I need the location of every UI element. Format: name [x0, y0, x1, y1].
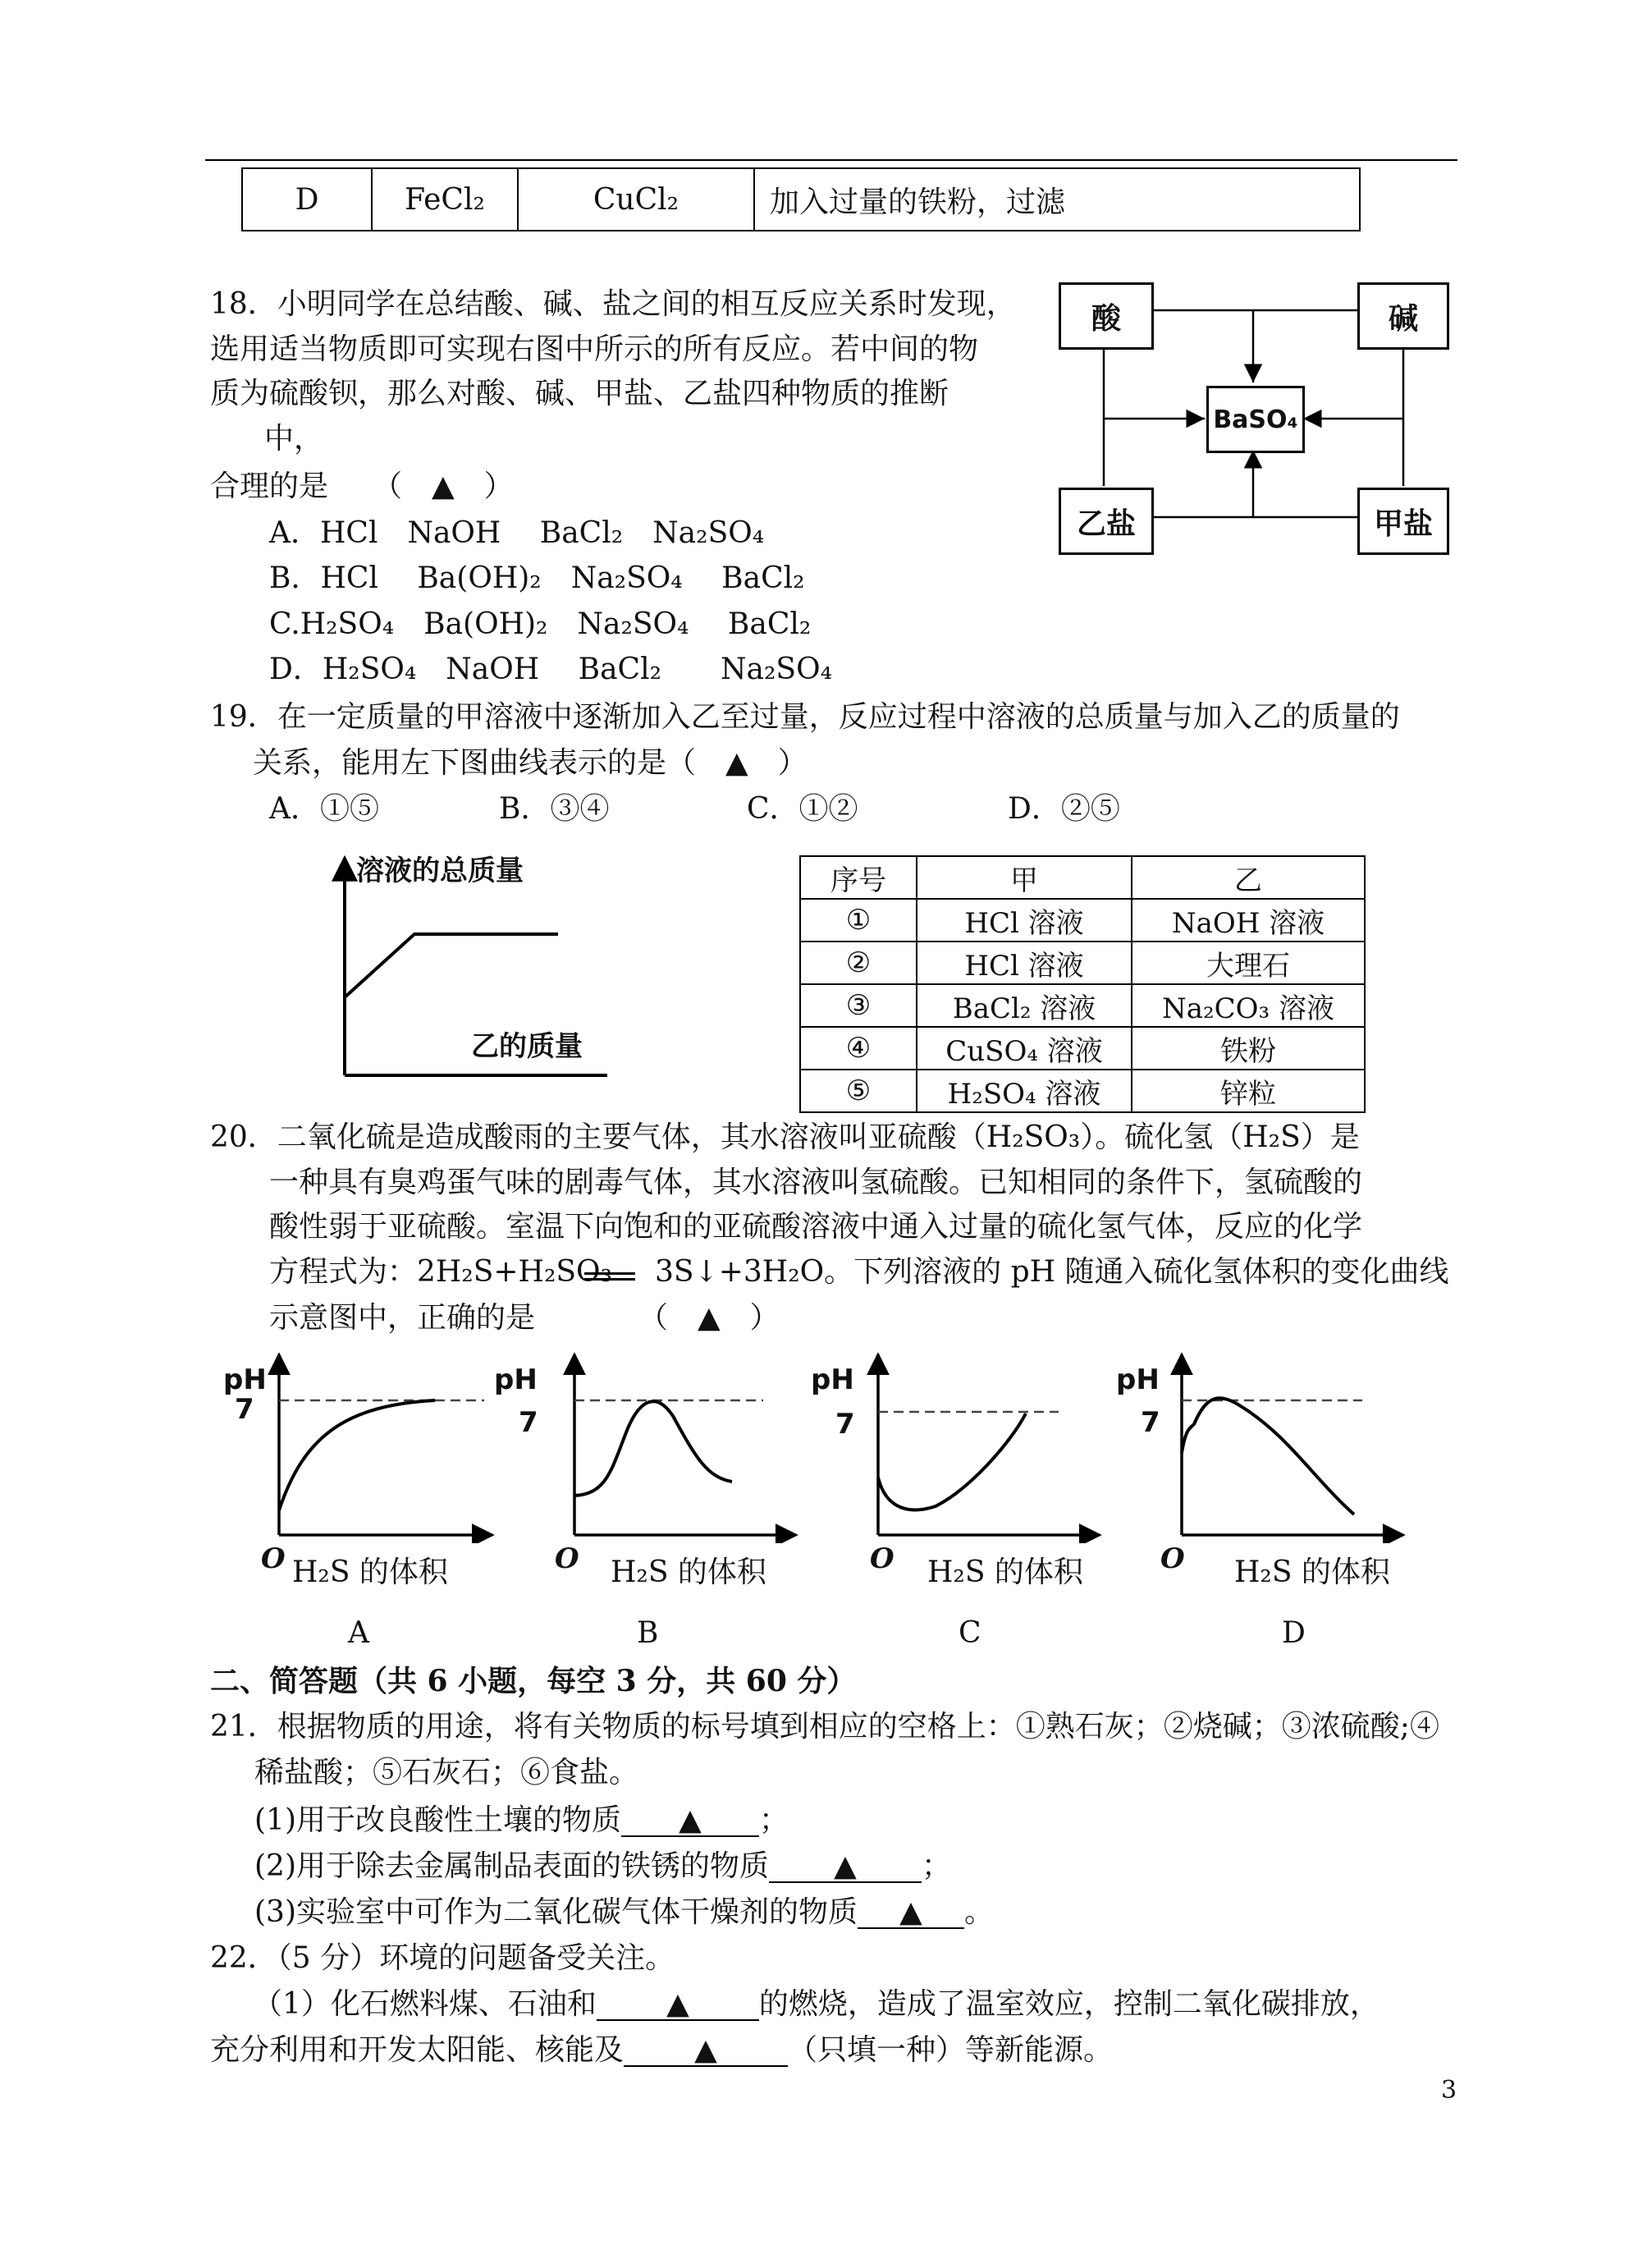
table-row — [800, 942, 1365, 984]
q20-line5: 示意图中，正确的是 （ ▲ ） — [269, 1301, 780, 1335]
graph-a-xlabel: H₂S 的体积 — [292, 1556, 448, 1589]
cell-impurity: CuCl₂ — [518, 168, 754, 231]
q20-line4-left: 方程式为：2H₂S+H₂SO₃ — [269, 1255, 612, 1289]
graph-b-seven: 7 — [519, 1406, 538, 1439]
graph-c-origin: O — [870, 1542, 894, 1575]
table-header: 甲 — [917, 856, 1132, 899]
graph-c-ph-label: pH — [811, 1363, 854, 1396]
q22-line2 — [253, 1987, 1379, 2021]
q18-option-c: C.H₂SO₄ Ba(OH)₂ Na₂SO₄ BaCl₂ — [269, 607, 812, 641]
diagram-center-box: BaSO₄ — [1206, 386, 1305, 453]
q22-line1: 22．（5 分）环境的问题备受关注。 — [210, 1941, 675, 1975]
blank-mark: ▲ — [834, 1849, 857, 1883]
q21-line1: 21．根据物质的用途，将有关物质的标号填到相应的空格上：①熟石灰；②烧碱；③浓硫酸;④ — [210, 1710, 1439, 1743]
ph-graph-d — [1165, 1346, 1412, 1543]
graph-a-seven: 7 — [235, 1393, 254, 1426]
table-cell: ⑤ — [800, 1070, 917, 1112]
blank-mark: ▲ — [694, 2033, 717, 2067]
q19-line1: 19．在一定质量的甲溶液中逐渐加入乙至过量，反应过程中溶液的总质量与加入乙的质量的 — [210, 700, 1400, 734]
q18-option-d: D．H₂SO₄ NaOH BaCl₂ Na₂SO₄ — [269, 653, 833, 686]
ph-graph-a — [254, 1346, 501, 1543]
q22-line2-end: 的燃烧，造成了温室效应，控制二氧化碳排放， — [758, 1987, 1379, 2021]
table-row — [800, 984, 1365, 1027]
q21-sub1-text: (1)用于改良酸性土壤的物质 — [254, 1803, 621, 1837]
q22-line3 — [210, 2033, 1114, 2067]
blank-mark: ▲ — [666, 1987, 689, 2021]
q21-sub3-text: (3)实验室中可作为二氧化碳气体干燥剂的物质 — [254, 1895, 858, 1929]
cell-option: D — [242, 168, 372, 231]
diagram-salt-jia-box: 甲盐 — [1357, 488, 1449, 555]
q18-line2: 选用适当物质即可实现右图中所示的所有反应。若中间的物 — [210, 332, 979, 366]
q21-sub2-text: (2)用于除去金属制品表面的铁锈的物质 — [254, 1849, 769, 1883]
q21-blank-2[interactable] — [769, 1849, 922, 1883]
q18-option-b: B．HCl Ba(OH)₂ Na₂SO₄ BaCl₂ — [269, 561, 805, 595]
q18-line3: 质为硫酸钡，那么对酸、碱、甲盐、乙盐四种物质的推断 — [210, 377, 949, 410]
q21-sub3 — [254, 1895, 995, 1929]
q22-blank-2[interactable] — [624, 2033, 788, 2067]
diagram-base-box: 碱 — [1357, 282, 1449, 350]
ph-graph-b — [558, 1346, 804, 1543]
table-cell: 锌粒 — [1132, 1070, 1365, 1112]
table-cell: 铁粉 — [1132, 1027, 1365, 1070]
q20-line1: 20．二氧化硫是造成酸雨的主要气体，其水溶液叫亚硫酸（H₂SO₃）。硫化氢（H₂S）是 — [210, 1120, 1360, 1154]
q18-option-a: A．HCl NaOH BaCl₂ Na₂SO₄ — [269, 516, 765, 550]
table-cell: Na₂CO₃ 溶液 — [1132, 984, 1365, 1027]
diagram-acid-box: 酸 — [1059, 282, 1154, 350]
table-header: 乙 — [1132, 856, 1365, 899]
q21-blank-1[interactable] — [621, 1803, 759, 1837]
graph-c-xlabel: H₂S 的体积 — [927, 1556, 1083, 1589]
q21-blank-3[interactable] — [858, 1895, 964, 1929]
table-cell: NaOH 溶液 — [1132, 899, 1365, 942]
table-cell: HCl 溶液 — [917, 899, 1132, 942]
graph-d-seven: 7 — [1141, 1406, 1160, 1439]
graph-d-origin: O — [1160, 1542, 1185, 1575]
q22-line3-end: （只填一种）等新能源。 — [788, 2033, 1114, 2067]
q18-line1: 18．小明同学在总结酸、碱、盐之间的相互反应关系时发现， — [210, 287, 1016, 321]
graph-b-origin: O — [555, 1542, 579, 1575]
q20-line3: 酸性弱于亚硫酸。室温下向饱和的亚硫酸溶液中通入过量的硫化氢气体，反应的化学 — [269, 1210, 1363, 1244]
cell-method: 加入过量的铁粉，过滤 — [754, 168, 1360, 231]
q20-line2: 一种具有臭鸡蛋气味的剧毒气体，其水溶液叫氢硫酸。已知相同的条件下，氢硫酸的 — [269, 1166, 1363, 1199]
graph-c-letter: C — [959, 1616, 981, 1650]
header-rule — [205, 159, 1457, 161]
q21-sub1 — [254, 1803, 789, 1837]
table-cell: CuSO₄ 溶液 — [917, 1027, 1132, 1070]
q21-sub2 — [254, 1849, 952, 1883]
graph-a-ph-label: pH — [223, 1363, 267, 1396]
graph-a-origin: O — [261, 1542, 286, 1575]
graph-d-letter: D — [1282, 1616, 1306, 1650]
ph-graph-c — [862, 1346, 1108, 1543]
page-number: 3 — [1441, 2076, 1457, 2105]
q19-option-b: B．③④ — [499, 792, 610, 826]
graph-c-seven: 7 — [835, 1408, 855, 1441]
q19-option-d: D．②⑤ — [1008, 792, 1120, 826]
graph-b-letter: B — [637, 1616, 659, 1650]
table-cell: ③ — [800, 984, 917, 1027]
q21-sub2-end: ； — [922, 1849, 952, 1883]
table-cell: HCl 溶液 — [917, 942, 1132, 984]
graph-a-letter: A — [348, 1616, 369, 1650]
table-cell: 大理石 — [1132, 942, 1365, 984]
table-cell: ① — [800, 899, 917, 942]
q19-graph-ylabel: 溶液的总质量 — [356, 855, 524, 887]
graph-b-xlabel: H₂S 的体积 — [611, 1556, 766, 1589]
table-header: 序号 — [800, 856, 917, 899]
section-2-title: 二、简答题（共 6 小题，每空 3 分，共 60 分） — [210, 1664, 857, 1698]
q19-line2: 关系，能用左下图曲线表示的是（ ▲ ） — [253, 746, 808, 780]
graph-d-ph-label: pH — [1116, 1363, 1160, 1396]
answer-table-row-d — [241, 167, 1361, 231]
table-row — [800, 1070, 1365, 1112]
blank-mark: ▲ — [679, 1803, 702, 1837]
q21-sub1-end: ； — [759, 1803, 789, 1837]
table-cell: H₂SO₄ 溶液 — [917, 1070, 1132, 1112]
table-cell: ④ — [800, 1027, 917, 1070]
q20-line4-right: 3S↓+3H₂O。下列溶液的 pH 随通入硫化氢体积的变化曲线 — [655, 1255, 1449, 1289]
q21-sub3-end: 。 — [964, 1895, 995, 1929]
graph-d-xlabel: H₂S 的体积 — [1234, 1556, 1390, 1589]
cell-substance: FeCl₂ — [372, 168, 518, 231]
table-cell: ② — [800, 942, 917, 984]
q22-blank-1[interactable] — [597, 1987, 759, 2021]
q19-graph-xlabel: 乙的质量 — [471, 1030, 583, 1063]
q19-substance-table — [799, 855, 1366, 1113]
equation-double-line — [584, 1272, 635, 1281]
table-header-row — [800, 856, 1365, 899]
q22-line2-start: （1）化石燃料煤、石油和 — [253, 1987, 597, 2021]
q19-option-a: A．①⑤ — [269, 792, 379, 826]
graph-b-ph-label: pH — [494, 1363, 538, 1396]
blank-mark: ▲ — [899, 1895, 922, 1929]
q22-line3-start: 充分利用和开发太阳能、核能及 — [210, 2033, 625, 2067]
q21-line2: 稀盐酸；⑤石灰石；⑥食盐。 — [254, 1756, 639, 1789]
table-row — [800, 1027, 1365, 1070]
table-row — [800, 899, 1365, 942]
table-cell: BaCl₂ 溶液 — [917, 984, 1132, 1027]
diagram-salt-yi-box: 乙盐 — [1059, 488, 1154, 555]
q19-option-c: C．①② — [747, 792, 858, 826]
q18-line4: 中， — [264, 422, 324, 456]
q18-line5: 合理的是 （ ▲ ） — [210, 470, 514, 503]
